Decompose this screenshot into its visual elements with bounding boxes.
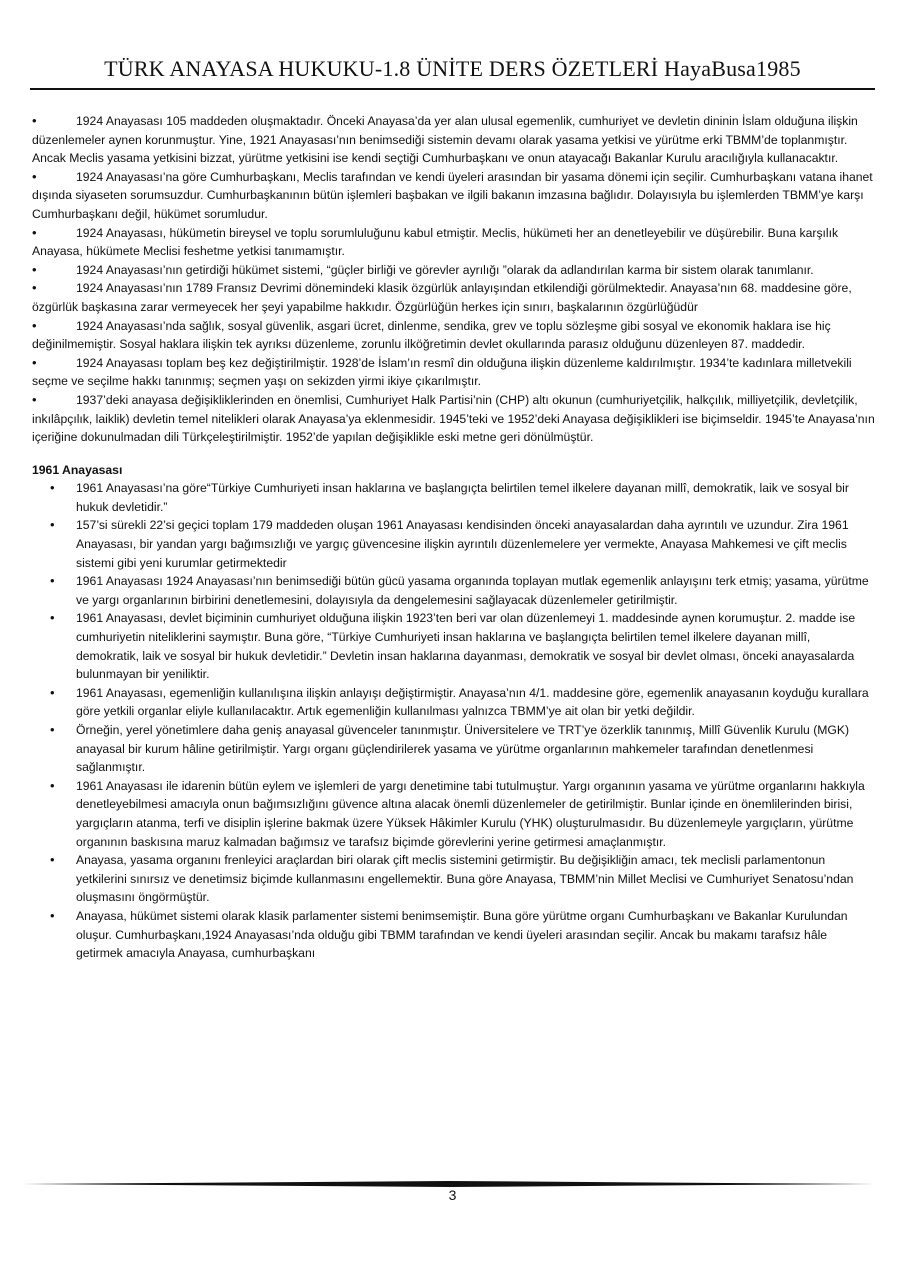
paragraph-1924-6: •1924 Anayasası’nda sağlık, sosyal güvenlik, asgari ücret, dinlenme, sendika, grev ve toplu sözleşme gibi sosyal ve ekonomik haklara ise hiç değinilmemiştir. Sosyal haklara ilişkin tek ayrıksı düzenleme, zorunlu ilköğretimin devlet okullarında parasız olduğunu düzenleyen 87. maddedir. — [32, 317, 875, 354]
page-number: 3 — [448, 1187, 457, 1203]
paragraph-1924-4: •1924 Anayasası’nın getirdiği hükümet sistemi, “güçler birliği ve görevler ayrılığı ”olarak da adlandırılan karma bir sistem olarak tanımlanır. — [32, 261, 875, 280]
list-item: • 1961 Anayasası, devlet biçiminin cumhuriyet olduğuna ilişkin 1923’ten beri var olan düzenlemeyi 1. maddesinde aynen korumuştur. 2. madde ise cumhuriyetin niteliklerini saymıştır. Buna göre, “Türkiye Cumhuriyeti insan haklarına ve başlangıçta belirtilen temel ilkelere dayanan millî, demokratik, laik ve sosyal bir hukuk devletidir.” Devletin insan haklarına dayanması, demokratik ve sosyal bir devlet olması, önceki anayasalarda bulunmayan bir yeniliktir. — [32, 609, 875, 683]
list-item: • 1961 Anayasası ile idarenin bütün eylem ve işlemleri de yargı denetimine tabi tutulmuştur. Yargı organının yasama ve yürütme organlarını hakkıyla denetleyebilmesi amacıyla onun bağımsızlığını güvence altına alacak önemli düzenlemeler de getirilmiştir. Bunlar içinde en önemlilerinden birisi, yargıçların atanma, terfi ve disiplin işlerine bakmak üzere Yüksek Hâkimler Kurulu (YHK) oluşturulmasıdır. Bu düzenlemeyle yargıçların, yürütme organının baskısına maruz kalmadan bağımsız ve tarafsız biçimde görevlerini yerine getirmesi amaçlanmıştır. — [32, 777, 875, 851]
list-item: • 1961 Anayasası’na göre“Türkiye Cumhuriyeti insan haklarına ve başlangıçta belirtilen temel ilkelere dayanan millî, demokratik, laik ve sosyal bir hukuk devletidir.” — [32, 479, 875, 516]
bullet-icon — [32, 317, 76, 336]
header-divider — [30, 88, 875, 90]
section-title: 1961 Anayasası — [32, 462, 123, 477]
paragraph-1924-2: •1924 Anayasası’na göre Cumhurbaşkanı, Meclis tarafından ve kendi üyeleri arasından bir yasama dönemi için seçilir. Cumhurbaşkanı vatana ihanet dışında siyaseten sorumsuzdur. Cumhurbaşkanının bütün işlemleri başbakan ve ilgili bakanın imzasına bağlıdır. Dolayısıyla bu işlemlerden TBMM’ye karşı Cumhurbaşkanı değil, hükümet sorumludur. — [32, 168, 875, 224]
list-item: • 1961 Anayasası, egemenliğin kullanılışına ilişkin anlayışı değiştirmiştir. Anayasa’nın 4/1. maddesine göre, egemenlik anayasanın koyduğu kurallara göre yetkili organlar eliyle kullanılacaktır. Artık egemenliğin kullanılması yalnızca TBMM’ye ait olan bir yetki değildir. — [32, 684, 875, 721]
paragraph-1924-7: •1924 Anayasası toplam beş kez değiştirilmiştir. 1928’de İslam’ın resmî din olduğuna ilişkin düzenleme kaldırılmıştır. 1934’te kadınlara milletvekili seçme ve seçilme hakkı tanınmış; seçmen yaşı on sekizden yirmi ikiye çıkarılmıştır. — [32, 354, 875, 391]
paragraph-1924-8: •1937’deki anayasa değişikliklerinden en önemlisi, Cumhuriyet Halk Partisi’nin (CHP) altı okunun (cumhuriyetçilik, halkçılık, milliyetçilik, devletçilik, inkılâpçılık, laiklik) devletin temel nitelikleri olarak Anayasa’ya eklenmesidir. 1945’teki ve 1952’deki Anayasa değişiklikleri ise biçimseldir. 1945’te Anayasa’nın içeriğine dokunulmadan dili Türkçeleştirilmiştir. 1952’de yapılan değişiklikle eski metne geri dönülmüştür. — [32, 391, 875, 447]
list-item: • Anayasa, hükümet sistemi olarak klasik parlamenter sistemi benimsemiştir. Buna göre yürütme organı Cumhurbaşkanı ve Bakanlar Kurulundan oluşur. Cumhurbaşkanı,1924 Anayasası’nda olduğu gibi TBMM tarafından ve kendi üyeleri arasından seçilir. Ancak bu makamı tarafsız hâle getirmek amacıyla Anayasa, cumhurbaşkanı — [32, 907, 875, 963]
list-item: • Anayasa, yasama organını frenleyici araçlardan biri olarak çift meclis sistemini getirmiştir. Bu değişikliğin amacı, tek meclisli parlamentonun yetkilerini sınırsız ve denetimsiz biçimde kullanmasını engellemektir. Buna göre Anayasa, TBMM’nin Millet Meclisi ve Cumhuriyet Senatosu’ndan oluşmasını öngörmüştür. — [32, 851, 875, 907]
list-item: • 157’si sürekli 22’si geçici toplam 179 maddeden oluşan 1961 Anayasası kendisinden önceki anayasalardan daha ayrıntılı ve uzundur. Zira 1961 Anayasası, bir yandan yargı bağımsızlığı ve yargıç güvencesine ilişkin ayrıntılı düzenlemelere yer vermekte, Anayasa Mahkemesi ve çift meclis sistemi gibi yeni kurumlar getirmektedir — [32, 516, 875, 572]
bullet-icon — [32, 168, 76, 187]
paragraph-1924-5: •1924 Anayasası’nın 1789 Fransız Devrimi dönemindeki klasik özgürlük anlayışından etkilendiği görülmektedir. Anayasa’nın 68. maddesine göre, özgürlük başkasına zarar vermeyecek her şeyi yapabilme hakkıdır. Özgürlüğün herkes için sınırı, başkalarının özgürlüğüdür — [32, 279, 875, 316]
paragraph-1924-3: •1924 Anayasası, hükümetin bireysel ve toplu sorumluluğunu kabul etmiştir. Meclis, hükümeti her an denetleyebilir ve düşürebilir. Buna karşılık Anayasa, hükümete Meclisi feshetme yetkisi tanımamıştır. — [32, 224, 875, 261]
bullet-list-1961 — [32, 479, 875, 962]
paragraph-1924-1: •1924 Anayasası 105 maddeden oluşmaktadır. Önceki Anayasa’da yer alan ulusal egemenlik, cumhuriyet ve devletin dininin İslam olduğuna ilişkin düzenlemeler aynen korunmuştur. Yine, 1921 Anayasası’nın benimsediği sistemin devamı olarak yasama yetkisi ve yürütme erki TBMM’de toplanmıştır. Ancak Meclis yasama yetkisini bizzat, yürütme yetkisini ise kendi seçtiği Cumhurbaşkanı ve onun atayacağı Bakanlar Kurulu aracılığıyla kullanacaktır. — [32, 112, 875, 168]
list-item: • Örneğin, yerel yönetimlere daha geniş anayasal güvenceler tanınmıştır. Üniversitelere ve TRT’ye özerklik tanınmış, Millî Güvenlik Kurulu (MGK) anayasal bir kurum hâline getirilmiştir. Yargı organı güçlendirilerek yasama ve yürütme organlarının mahkemeler tarafından denetlenmesi sağlanmıştır. — [32, 721, 875, 777]
bullet-icon — [32, 391, 76, 410]
bullet-icon — [32, 261, 76, 280]
section-1924 — [32, 112, 875, 447]
page-content — [32, 112, 875, 963]
bullet-icon — [32, 224, 76, 243]
bullet-icon — [32, 279, 76, 298]
list-item: • 1961 Anayasası 1924 Anayasası’nın benimsediği bütün gücü yasama organında toplayan mutlak egemenlik anlayışını terk etmiş; yasama, yürütme ve yargı organlarının birbirini denetlemesini, dolayısıyla da dengelemesini sağlayacak düzenlemeler getirilmiştir. — [32, 572, 875, 609]
bullet-icon — [32, 354, 76, 373]
page-header-title: TÜRK ANAYASA HUKUKU-1.8 ÜNİTE DERS ÖZETLERİ HayaBusa1985 — [104, 56, 801, 81]
section-1961 — [32, 461, 875, 963]
bullet-icon — [32, 112, 76, 131]
